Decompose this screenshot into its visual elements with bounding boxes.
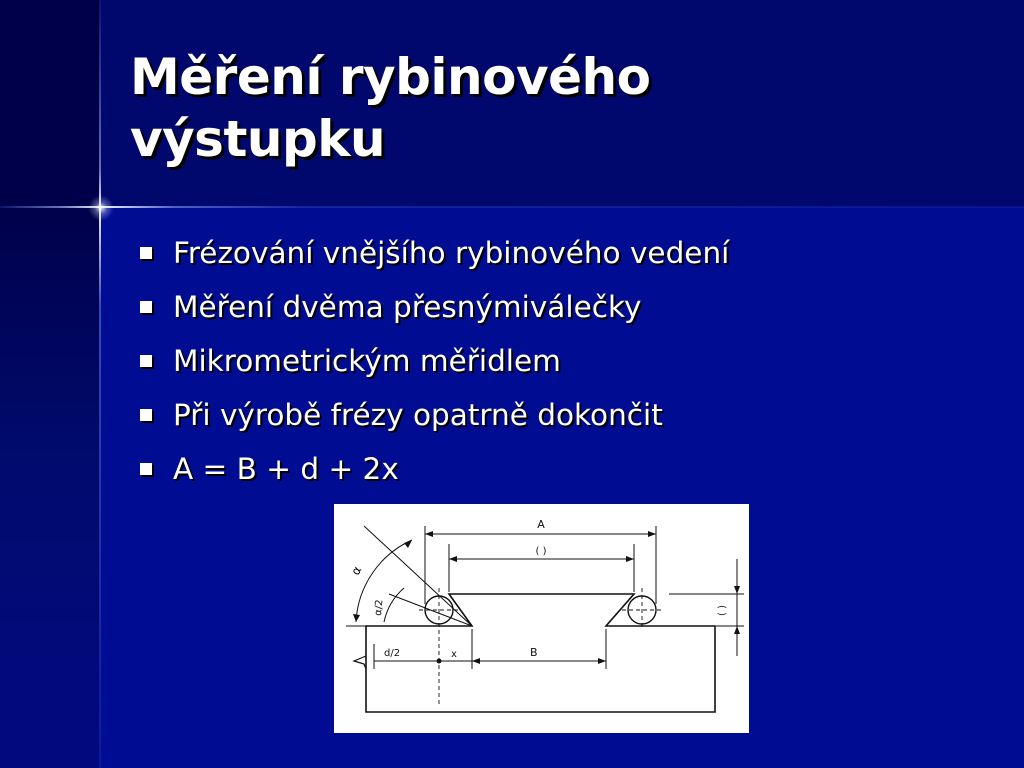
- alpha-label: α: [348, 563, 365, 578]
- square-bullet-icon: [140, 463, 152, 475]
- bullet-item: [140, 226, 729, 280]
- dim-a-label: A: [537, 518, 545, 531]
- slide-title-line-2: výstupku: [130, 110, 386, 168]
- bullet-item: [140, 388, 729, 442]
- arrowhead: [626, 556, 634, 562]
- arrowhead: [598, 658, 606, 664]
- arrowhead: [449, 556, 457, 562]
- background-left-band: [0, 0, 100, 768]
- dimension-dot: [437, 659, 442, 664]
- slide-title-line-1: Měření rybinového: [130, 48, 651, 106]
- dim-x-label: x: [451, 649, 457, 660]
- square-bullet-icon: [140, 355, 152, 367]
- alpha-half-arc: [384, 588, 404, 622]
- bullet-item: [140, 442, 729, 496]
- bullet-text: Frézování vnějšího rybinového vedení: [173, 236, 730, 270]
- arrowhead: [472, 658, 480, 664]
- decorative-star-flare: [86, 193, 116, 223]
- break-mark: [354, 656, 366, 669]
- decorative-vertical-line: [99, 0, 101, 768]
- square-bullet-icon: [140, 409, 152, 421]
- bullet-text: Při výrobě frézy opatrně dokončit: [173, 398, 663, 432]
- bullet-text: Mikrometrickým měřidlem: [173, 344, 561, 378]
- arrowhead: [353, 614, 360, 622]
- diagram-svg: [334, 504, 749, 733]
- dim-inner-label: ( ): [535, 546, 547, 557]
- arrowhead: [734, 626, 740, 634]
- bullet-item: [140, 334, 729, 388]
- dim-b-label: B: [530, 646, 538, 659]
- dovetail-profile-outline: [366, 594, 715, 712]
- bullet-list: [140, 226, 729, 496]
- arrowhead: [404, 540, 412, 548]
- arrowhead: [734, 586, 740, 594]
- bullet-text: Měření dvěma přesnýmiválečky: [173, 290, 642, 324]
- slide-title: [130, 46, 650, 170]
- arrowhead: [648, 531, 656, 537]
- alpha-half-label: α/2: [373, 599, 386, 617]
- height-label: ( ): [717, 605, 728, 616]
- arrowhead: [425, 531, 433, 537]
- decorative-horizontal-line: [0, 206, 1024, 208]
- dovetail-measurement-diagram: [334, 504, 749, 733]
- dim-d-half-label: d/2: [384, 648, 401, 659]
- bullet-text: A = B + d + 2x: [173, 452, 399, 486]
- square-bullet-icon: [140, 247, 152, 259]
- bullet-item: [140, 280, 729, 334]
- square-bullet-icon: [140, 301, 152, 313]
